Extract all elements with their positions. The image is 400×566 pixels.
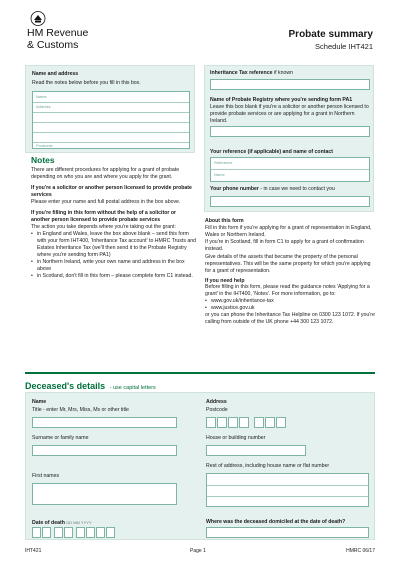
dod-label: Date of death [32, 520, 65, 526]
iht-reference-input[interactable] [210, 79, 370, 90]
postcode-char-box[interactable] [228, 417, 238, 428]
no-solicitor-text: The action you take depends where you're taking out the grant: [31, 224, 176, 230]
phone-hint: - in case we need to contact you [260, 186, 335, 192]
helpline-text: or you can phone the Inheritance Tax Helpline on 0300 123 1072. If you're calling from outside of the UK phone +44 300 123 1072. [205, 312, 375, 325]
postcode-char-box[interactable] [239, 417, 249, 428]
footer-page-number: Page 1 [190, 548, 206, 554]
phone-label: Your phone number [210, 186, 259, 192]
house-label: House or building number [206, 435, 266, 441]
notes-bullet-list [31, 231, 196, 280]
name-address-heading: Name and address [32, 71, 79, 77]
deceased-panel [25, 392, 375, 540]
solicitor-heading: If you're a solicitor or another person licensed to provide probate services [31, 185, 192, 198]
dod-label-row [32, 519, 92, 527]
rest-address-label: Rest of address, including house name or flat number [206, 463, 330, 469]
link-inheritance-tax[interactable]: • www.gov.uk/inheritance-tax [205, 298, 375, 305]
dod-format: DD MM YYYY [66, 520, 92, 525]
brand-name [27, 28, 88, 51]
footer-form-code: IHT421 [25, 548, 42, 554]
postcode-label: Postcode [206, 407, 228, 413]
about-section [205, 218, 375, 326]
deceased-hint: - use capital letters [109, 385, 156, 391]
dod-digit-box[interactable] [42, 527, 51, 538]
footer-version: HMRC 06/17 [346, 548, 375, 554]
postcode-char-box[interactable] [276, 417, 286, 428]
solicitor-text: Please enter your name and full postal address in the box above. [31, 199, 181, 205]
postcode-char-box[interactable] [217, 417, 227, 428]
link-justice[interactable]: • www.justice.gov.uk [205, 305, 375, 312]
schedule-code: Schedule IHT421 [315, 42, 373, 51]
about-p3: Give details of the assets that became the property of the personal representatives. This will be the same property for which you're applying for a grant of representation. [205, 254, 371, 274]
iht-reference-hint: if known [273, 70, 293, 76]
registry-heading: Name of Probate Registry where you're sending form PA1 [210, 97, 353, 103]
help-links [205, 298, 375, 312]
postcode-char-box[interactable] [265, 417, 275, 428]
help-text: Before filling in this form, please read the guidance notes 'Applying for a grant' in the IHT400, 'Notes'. For more information, go to: [205, 284, 370, 297]
dod-digit-box[interactable] [64, 527, 73, 538]
postcode-char-box[interactable] [206, 417, 216, 428]
dod-digit-box[interactable] [96, 527, 105, 538]
postcode-char-box[interactable] [254, 417, 264, 428]
reference-placeholder: Reference [214, 160, 233, 165]
address-heading: Address [206, 399, 227, 405]
royal-crest-logo [30, 11, 46, 26]
dod-digit-box[interactable] [76, 527, 85, 538]
notes-intro: There are different procedures for applying for a grant of probate depending on who you are and where you apply for the grant. [31, 167, 180, 180]
first-names-input[interactable] [32, 483, 177, 505]
postcode-placeholder: Postcode [36, 143, 53, 148]
domicile-label: Where was the deceased domiciled at the date of death? [206, 519, 346, 525]
your-reference-heading: Your reference (if applicable) and name of contact [210, 149, 333, 155]
first-names-label: First names [32, 473, 60, 479]
address-placeholder: Address [36, 104, 51, 109]
registry-text: Leave this box blank if you're a solicitor or another person licensed to provide probate services or are applying for a grant in Northern Ireland. [210, 104, 369, 124]
about-heading: About this form [205, 218, 244, 224]
iht-reference-label-row [210, 70, 293, 77]
section-divider [25, 372, 375, 374]
list-item: • in England and Wales, leave the box above blank – send this form with your form IHT400, 'Inheritance Tax account' to HMRC Trusts and Estates Inheritance Tax (we'll then send it to the Probate Registry where you're sending form PA1) [31, 231, 196, 259]
dod-digit-box[interactable] [86, 527, 95, 538]
no-solicitor-heading: If you're filling in this form without the help of a solicitor or another person licensed to provide probate services [31, 210, 177, 223]
form-title: Probate summary [288, 29, 373, 40]
phone-label-row [210, 186, 335, 193]
about-p1: Fill in this form if you're applying for a grant of representation in England, Wales or Northern Ireland. [205, 225, 372, 238]
name-address-panel [25, 65, 195, 153]
registry-input[interactable] [210, 126, 370, 137]
name-heading: Name [32, 399, 47, 405]
notes-section [31, 155, 196, 280]
name-placeholder: Name [36, 94, 47, 99]
domicile-input[interactable] [206, 527, 369, 538]
about-p2: If you're in Scotland, fill in form C1 to apply for a grant of confirmation instead. [205, 239, 364, 252]
iht-reference-label: Inheritance Tax reference [210, 70, 273, 76]
surname-input[interactable] [32, 445, 177, 456]
phone-input[interactable] [210, 196, 370, 207]
rest-address-input[interactable] [206, 473, 369, 507]
house-input[interactable] [206, 445, 306, 456]
deceased-heading: Deceased's details [25, 381, 106, 391]
brand-line-2: & Customs [27, 38, 79, 51]
name-address-instruction: Read the notes below before you fill in this box. [32, 80, 141, 86]
surname-label: Surname or family name [32, 435, 89, 441]
brand-line-1: HM Revenue [27, 27, 89, 39]
notes-heading: Notes [31, 155, 55, 165]
reference-contact-field[interactable] [210, 157, 370, 182]
list-item: • in Scotland, don't fill in this form – please complete form C1 instead. [31, 273, 196, 280]
list-item: • in Northern Ireland, write your own name and address in the box above [31, 259, 196, 273]
dod-digit-box[interactable] [32, 527, 41, 538]
dod-digit-box[interactable] [54, 527, 63, 538]
title-input[interactable] [32, 417, 177, 428]
title-label: Title - enter Mr, Mrs, Miss, Ms or other title [32, 407, 129, 413]
reference-panel [204, 65, 374, 212]
name-address-field[interactable] [32, 91, 190, 149]
contact-name-placeholder: Name [214, 172, 225, 177]
dod-digit-box[interactable] [106, 527, 115, 538]
help-heading: If you need help [205, 278, 245, 284]
